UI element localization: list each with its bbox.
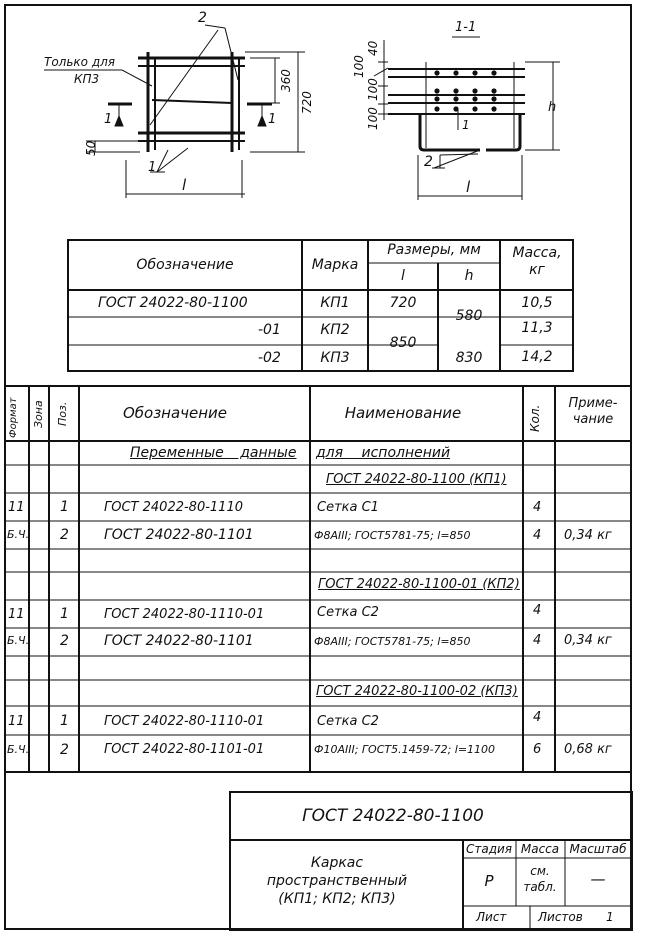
spec-g2r1-format: 11: [8, 607, 25, 622]
plan-label-2: 2: [198, 10, 207, 26]
spec-header-note: Приме-чание: [568, 396, 618, 427]
sizes-row1-mass: 10,5: [521, 295, 553, 311]
spec-g1r1-qty: 4: [533, 500, 542, 515]
plan-dim-l: l: [182, 176, 187, 194]
spec-g1r2-name: Ф8АIII; ГОСТ5781-75; l=850: [314, 529, 471, 542]
spec-group1-title: ГОСТ 24022-80-1100 (КП1): [326, 472, 507, 487]
sizes-header-h: h: [464, 268, 474, 284]
sizes-row3-h: 830: [455, 350, 483, 366]
sizes-merged-h: 580: [455, 308, 483, 324]
spec-header-pos: Поз.: [56, 401, 69, 426]
spec-g2r2-pos: 2: [60, 633, 69, 649]
spec-g1r1-designation: ГОСТ 24022-80-1110: [104, 500, 243, 515]
section-label-2: 2: [424, 154, 433, 170]
spec-g1r2-pos: 2: [60, 527, 69, 543]
spec-g1r1-pos: 1: [60, 499, 69, 515]
title-block-mass-value-line2: табл.: [523, 880, 557, 894]
sizes-merged-l: 850: [389, 335, 417, 351]
title-block-sheets-value: 1: [606, 910, 614, 924]
plan-label-only-for: Только для: [44, 55, 116, 69]
spec-header-name: Наименование: [344, 404, 462, 422]
spec-g1r2-designation: ГОСТ 24022-80-1101: [104, 527, 254, 543]
sizes-row2-designation: -01: [258, 322, 281, 338]
spec-g2r1-pos: 1: [60, 606, 69, 622]
title-block-sheets-label: Листов: [538, 910, 583, 924]
title-block-name-line2: пространственный: [266, 873, 408, 889]
spec-header-zone: Зона: [32, 400, 45, 428]
plan-section-mark-left: 1: [104, 112, 113, 127]
section-dim-100-c: 100: [366, 107, 380, 130]
spec-g3r2-pos: 2: [60, 742, 69, 758]
spec-header-qty: Кол.: [528, 404, 542, 432]
title-block-scale-value: —: [590, 870, 606, 888]
title-block-stage-value: Р: [484, 872, 494, 890]
title-block-stage-label: Стадия: [465, 842, 513, 856]
sizes-row3-mass: 14,2: [521, 349, 553, 365]
spec-group2-title: ГОСТ 24022-80-1100-01 (КП2): [318, 577, 520, 592]
section-dim-40: 40: [366, 40, 380, 56]
sizes-row3-designation: -02: [258, 350, 281, 366]
spec-variable-data-right: для исполнений: [316, 445, 451, 461]
sizes-header-mark: Марка: [311, 257, 359, 273]
spec-g3r1-format: 11: [8, 714, 25, 729]
spec-g3r1-pos: 1: [60, 713, 69, 729]
spec-g3r1-qty: 4: [533, 710, 542, 725]
section-dim-100-b: 100: [366, 78, 380, 101]
title-block-name-line3: (КП1; КП2; КП3): [278, 891, 396, 907]
title-block-document: ГОСТ 24022-80-1100: [302, 806, 484, 826]
sizes-row1-designation: ГОСТ 24022-80-1100: [98, 295, 248, 311]
spec-variable-data-left: Переменные данные: [130, 445, 297, 461]
spec-g1r2-format: Б.Ч.: [7, 528, 30, 541]
spec-g2r1-designation: ГОСТ 24022-80-1110-01: [104, 607, 265, 622]
section-label-1: 1: [462, 118, 470, 132]
title-block-scale-label: Масштаб: [569, 842, 627, 856]
sizes-header-designation: Обозначение: [136, 257, 234, 273]
title-block-mass-label: Масса: [520, 842, 560, 856]
spec-g2r2-designation: ГОСТ 24022-80-1101: [104, 633, 254, 649]
spec-g3r1-name: Сетка С2: [317, 714, 379, 729]
spec-g1r2-qty: 4: [533, 528, 542, 543]
spec-g1r1-name: Сетка С1: [317, 500, 379, 515]
spec-header-format: Формат: [8, 397, 19, 438]
sizes-row3-mark: КП3: [320, 350, 350, 366]
title-block-mass-value-line1: см.: [530, 864, 550, 878]
spec-g3r2-designation: ГОСТ 24022-80-1101-01: [104, 742, 265, 757]
spec-g2r1-qty: 4: [533, 603, 542, 618]
spec-g2r2-name: Ф8АIII; ГОСТ5781-75; l=850: [314, 635, 471, 648]
plan-section-mark-right: 1: [268, 112, 277, 127]
sizes-header-sizes: Размеры, мм: [387, 242, 481, 258]
spec-g3r2-name: Ф10АIII; ГОСТ5.1459-72; l=1100: [314, 743, 496, 756]
plan-dim-50: 50: [84, 140, 98, 156]
sizes-row2-mass: 11,3: [521, 320, 553, 336]
spec-group3-title: ГОСТ 24022-80-1100-02 (КП3): [316, 684, 518, 699]
sizes-row2-mark: КП2: [320, 322, 350, 338]
section-dim-h: h: [548, 100, 557, 115]
sizes-header-l: l: [401, 268, 405, 284]
spec-g3r1-designation: ГОСТ 24022-80-1110-01: [104, 714, 265, 729]
title-block-name-line1: Каркас: [310, 855, 364, 871]
section-dim-100-a: 100: [352, 55, 366, 78]
plan-dim-360: 360: [279, 69, 293, 92]
spec-g2r2-qty: 4: [533, 633, 542, 648]
spec-g3r2-format: Б.Ч.: [7, 743, 30, 756]
plan-label-1-bottom: 1: [148, 160, 157, 175]
plan-view-frame: [44, 25, 305, 198]
section-dim-l: l: [466, 178, 471, 196]
spec-header-designation: Обозначение: [122, 404, 228, 422]
spec-g2r1-name: Сетка С2: [317, 605, 379, 620]
title-block-sheet-label: Лист: [476, 910, 507, 924]
sizes-header-mass: Масса, кг: [512, 245, 562, 278]
spec-g1r2-note: 0,34 кг: [564, 528, 612, 543]
spec-g2r2-format: Б.Ч.: [7, 634, 30, 647]
section-title: 1-1: [455, 20, 477, 35]
plan-label-kp3: КП3: [74, 72, 100, 86]
plan-dim-720: 720: [300, 91, 314, 114]
sizes-row1-mark: КП1: [320, 295, 350, 311]
spec-g2r2-note: 0,34 кг: [564, 633, 612, 648]
spec-g3r2-note: 0,68 кг: [564, 742, 612, 757]
spec-g1r1-format: 11: [8, 500, 25, 515]
sizes-row1-l: 720: [389, 295, 417, 311]
spec-g3r2-qty: 6: [533, 742, 542, 757]
